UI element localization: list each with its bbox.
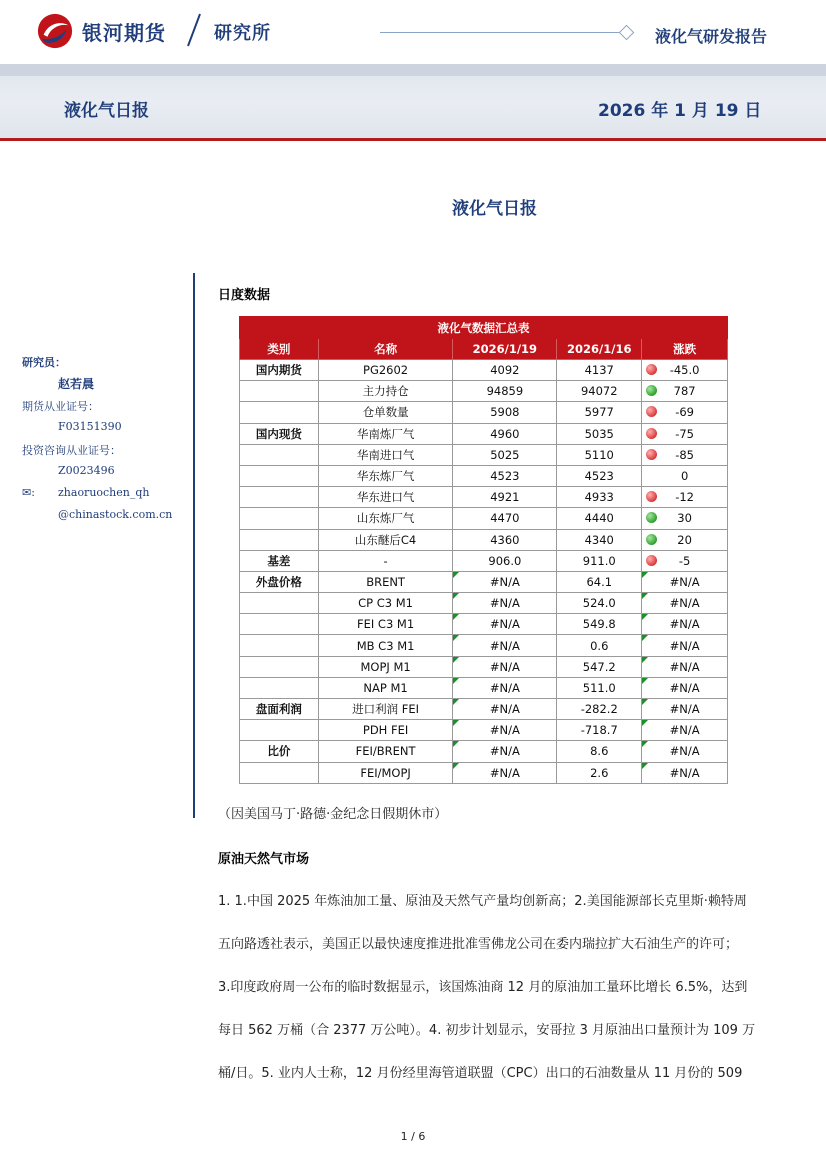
- cell-value-previous: [557, 487, 642, 508]
- cell-change: [642, 614, 728, 635]
- cell-value-current-text: #N/A: [489, 680, 520, 695]
- cell-name: [318, 635, 453, 656]
- cell-value-previous-text: 94072: [580, 384, 618, 399]
- cell-change-text: #N/A: [669, 617, 700, 632]
- cell-category: [240, 381, 319, 402]
- cell-change: [642, 529, 728, 550]
- cell-change-text: -75: [675, 426, 694, 441]
- paragraph-line: 五向路透社表示，美国正以最快速度推进批准雪佛龙公司在委内瑞拉扩大石油生产的许可；: [218, 937, 739, 952]
- cell-name: [318, 593, 453, 614]
- cell-category-text: 外盘价格: [255, 574, 302, 589]
- company-name: 银河期货: [82, 21, 166, 45]
- cell-category: [240, 360, 319, 381]
- cell-category: [240, 508, 319, 529]
- cell-value-previous: [557, 762, 642, 783]
- cell-value-previous-text: 5110: [584, 447, 614, 462]
- table-row: [240, 508, 728, 529]
- cell-name-text: FEI C3 M1: [357, 617, 415, 632]
- cell-value-current: [453, 720, 557, 741]
- error-flag-icon: [453, 657, 459, 663]
- cell-name-text: 主力持仓: [362, 384, 409, 399]
- header-slash-divider: [184, 12, 204, 48]
- cell-value-previous-text: 4340: [584, 532, 614, 547]
- cell-value-previous: [557, 465, 642, 486]
- report-date: 2026 年 1 月 19 日: [598, 101, 762, 121]
- error-flag-icon: [453, 593, 459, 599]
- error-flag-icon: [642, 678, 648, 684]
- cell-value-previous-text: 5035: [584, 426, 614, 441]
- cell-value-previous: [557, 699, 642, 720]
- cell-name: [318, 550, 453, 571]
- error-flag-icon: [453, 763, 459, 769]
- up-indicator-icon: [646, 385, 657, 396]
- cell-value-current: [453, 487, 557, 508]
- cell-value-previous: [557, 614, 642, 635]
- table-row: [240, 614, 728, 635]
- table-header-category: 类别: [240, 339, 319, 360]
- cell-value-previous-text: 4137: [584, 363, 614, 378]
- cell-value-current: [453, 656, 557, 677]
- invest-cert-number: Z0023496: [58, 464, 115, 477]
- down-indicator-icon: [646, 428, 657, 439]
- cell-value-previous-text: 8.6: [590, 744, 609, 759]
- cell-change: [642, 571, 728, 592]
- cell-value-previous-text: 911.0: [582, 553, 616, 568]
- cell-value-current: [453, 423, 557, 444]
- cell-value-current-text: #N/A: [489, 765, 520, 780]
- cell-value-current-text: 906.0: [488, 553, 522, 568]
- down-indicator-icon: [646, 406, 657, 417]
- cell-category: [240, 593, 319, 614]
- table-row: [240, 465, 728, 486]
- cell-value-current-text: #N/A: [489, 744, 520, 759]
- cell-value-current-text: 5908: [490, 405, 520, 420]
- cell-category: [240, 487, 319, 508]
- cell-name: [318, 762, 453, 783]
- cell-name: [318, 741, 453, 762]
- cell-value-current: [453, 762, 557, 783]
- invest-cert-label: 投资咨询从业证号：: [22, 444, 121, 457]
- table-row: [240, 677, 728, 698]
- cell-change-text: -45.0: [669, 363, 700, 378]
- table-title: 液化气数据汇总表: [240, 317, 728, 339]
- cell-category: [240, 720, 319, 741]
- cell-name-text: 山东醚后C4: [354, 532, 417, 547]
- cell-value-previous-text: 524.0: [582, 596, 616, 611]
- cell-value-current: [453, 699, 557, 720]
- cell-change: [642, 720, 728, 741]
- error-flag-icon: [453, 614, 459, 620]
- cell-category: [240, 550, 319, 571]
- cell-change-text: 20: [677, 532, 692, 547]
- cell-name-text: 华南炼厂气: [356, 426, 415, 441]
- cell-change: [642, 593, 728, 614]
- cell-value-previous: [557, 656, 642, 677]
- cell-change-text: 787: [673, 384, 696, 399]
- table-row: [240, 529, 728, 550]
- cell-value-current: [453, 360, 557, 381]
- cell-value-previous-text: 0.6: [590, 638, 609, 653]
- cell-value-current: [453, 635, 557, 656]
- cell-category: [240, 465, 319, 486]
- cell-category: [240, 762, 319, 783]
- cell-change: [642, 550, 728, 571]
- cell-value-current: [453, 402, 557, 423]
- cell-value-current-text: 4092: [490, 363, 520, 378]
- cell-value-previous: [557, 741, 642, 762]
- error-flag-icon: [642, 699, 648, 705]
- cell-name: [318, 360, 453, 381]
- sidebar-rule: [193, 273, 195, 818]
- cell-name-text: MB C3 M1: [356, 638, 415, 653]
- cell-value-previous: [557, 508, 642, 529]
- cell-change: [642, 635, 728, 656]
- cell-name: [318, 487, 453, 508]
- cell-change-text: #N/A: [669, 723, 700, 738]
- cell-name-text: NAP M1: [363, 680, 408, 695]
- cell-value-previous-text: 4523: [584, 469, 614, 484]
- cell-value-previous: [557, 571, 642, 592]
- cell-change-text: -12: [675, 490, 694, 505]
- cell-name: [318, 720, 453, 741]
- cell-value-previous: [557, 635, 642, 656]
- header-diamond-icon: [619, 25, 635, 41]
- error-flag-icon: [453, 741, 459, 747]
- cell-value-previous: [557, 360, 642, 381]
- cell-change: [642, 762, 728, 783]
- banner-red-rule: [0, 138, 826, 141]
- cell-value-current-text: 94859: [486, 384, 524, 399]
- cell-category-text: 盘面利润: [255, 702, 302, 717]
- cell-category: [240, 635, 319, 656]
- cell-name: [318, 571, 453, 592]
- error-flag-icon: [642, 614, 648, 620]
- cell-name-text: 山东炼厂气: [356, 511, 415, 526]
- cell-change: [642, 402, 728, 423]
- paragraph-line: 每日 562 万桶（合 2377 万公吨）。4. 初步计划显示，安哥拉 3 月原油出口量预计为 109 万: [218, 1023, 756, 1038]
- cell-name-text: CP C3 M1: [358, 596, 414, 611]
- cell-category: [240, 444, 319, 465]
- error-flag-icon: [453, 699, 459, 705]
- cell-name: [318, 677, 453, 698]
- paragraph-line: 3.印度政府周一公布的临时数据显示，该国炼油商 12 月的原油加工量环比增长 6.5%，达到: [218, 980, 748, 995]
- cell-category-text: 国内现货: [255, 426, 302, 441]
- report-type: 液化气研发报告: [655, 27, 768, 46]
- table-row: [240, 381, 728, 402]
- up-indicator-icon: [646, 534, 657, 545]
- header-rule: [380, 32, 620, 33]
- cell-value-previous-text: 5977: [584, 405, 614, 420]
- cell-change-text: 30: [677, 511, 692, 526]
- cell-change-text: -85: [675, 447, 694, 462]
- table-header-name: 名称: [318, 339, 453, 360]
- error-flag-icon: [642, 741, 648, 747]
- cell-value-previous-text: 2.6: [590, 765, 609, 780]
- cell-category: [240, 741, 319, 762]
- cell-name-text: 进口利润 FEI: [352, 702, 420, 717]
- banner-title: 液化气日报: [64, 101, 149, 121]
- cell-change-text: #N/A: [669, 659, 700, 674]
- down-indicator-icon: [646, 364, 657, 375]
- table-row: [240, 444, 728, 465]
- cell-change-text: #N/A: [669, 765, 700, 780]
- table-row: [240, 550, 728, 571]
- cell-name-text: PDH FEI: [362, 723, 409, 738]
- researcher-label: 研究员：: [22, 356, 66, 369]
- cell-value-current-text: #N/A: [489, 596, 520, 611]
- table-row: [240, 423, 728, 444]
- error-flag-icon: [642, 635, 648, 641]
- cell-value-current-text: 4360: [490, 532, 520, 547]
- cell-category-text: 基差: [267, 553, 291, 568]
- cell-value-previous-text: 511.0: [582, 680, 616, 695]
- cell-change: [642, 381, 728, 402]
- table-row: [240, 360, 728, 381]
- cell-name-text: BRENT: [366, 574, 405, 589]
- cell-name: [318, 444, 453, 465]
- cell-value-previous: [557, 550, 642, 571]
- cell-category-text: 比价: [267, 744, 291, 759]
- error-flag-icon: [453, 572, 459, 578]
- error-flag-icon: [642, 593, 648, 599]
- cell-value-current: [453, 741, 557, 762]
- cell-value-previous: [557, 720, 642, 741]
- cell-name: [318, 465, 453, 486]
- cell-value-previous-text: 547.2: [582, 659, 616, 674]
- table-row: [240, 656, 728, 677]
- cell-value-current: [453, 550, 557, 571]
- down-indicator-icon: [646, 555, 657, 566]
- cell-category: [240, 699, 319, 720]
- cell-change-text: #N/A: [669, 596, 700, 611]
- paragraph-line: 桶/日。5. 业内人士称，12 月份经里海管道联盟（CPC）出口的石油数量从 11 月份的 509: [218, 1066, 743, 1081]
- cell-change-text: -69: [675, 405, 694, 420]
- cell-name-text: 华南进口气: [356, 447, 415, 462]
- cell-value-previous-text: 4440: [584, 511, 614, 526]
- cell-name: [318, 529, 453, 550]
- cell-value-previous: [557, 593, 642, 614]
- table-row: [240, 635, 728, 656]
- cell-name-text: 华东进口气: [356, 490, 415, 505]
- email-line-1[interactable]: zhaoruochen_qh: [58, 486, 150, 499]
- cell-value-current: [453, 465, 557, 486]
- table-row: [240, 402, 728, 423]
- futures-cert-label: 期货从业证号：: [22, 400, 99, 413]
- table-header-date-2: 2026/1/16: [557, 339, 642, 360]
- cell-change: [642, 444, 728, 465]
- table-row: [240, 741, 728, 762]
- cell-change: [642, 423, 728, 444]
- cell-change-text: 0: [680, 469, 689, 484]
- cell-value-previous-text: -718.7: [580, 723, 618, 738]
- cell-value-current-text: #N/A: [489, 617, 520, 632]
- table-row: [240, 487, 728, 508]
- cell-change: [642, 699, 728, 720]
- cell-value-previous-text: 549.8: [582, 617, 616, 632]
- cell-category: [240, 423, 319, 444]
- cell-name: [318, 656, 453, 677]
- cell-value-previous: [557, 529, 642, 550]
- cell-category: [240, 656, 319, 677]
- cell-change-text: #N/A: [669, 680, 700, 695]
- cell-change: [642, 741, 728, 762]
- cell-change-text: #N/A: [669, 744, 700, 759]
- cell-value-current: [453, 593, 557, 614]
- cell-change-text: #N/A: [669, 574, 700, 589]
- cell-value-current: [453, 529, 557, 550]
- error-flag-icon: [642, 572, 648, 578]
- cell-name-text: -: [383, 553, 388, 568]
- cell-name-text: PG2602: [363, 363, 409, 378]
- cell-change: [642, 465, 728, 486]
- error-flag-icon: [453, 720, 459, 726]
- cell-change: [642, 487, 728, 508]
- cell-change: [642, 677, 728, 698]
- cell-value-current: [453, 571, 557, 592]
- cell-name: [318, 614, 453, 635]
- cell-value-current-text: #N/A: [489, 659, 520, 674]
- cell-value-current-text: 4470: [490, 511, 520, 526]
- error-flag-icon: [642, 763, 648, 769]
- cell-value-previous: [557, 402, 642, 423]
- down-indicator-icon: [646, 449, 657, 460]
- cell-value-current: [453, 508, 557, 529]
- email-line-2[interactable]: @chinastock.com.cn: [58, 508, 173, 521]
- company-logo-icon: [36, 12, 74, 50]
- summary-table: [239, 316, 728, 784]
- table-row: [240, 762, 728, 783]
- cell-change-text: #N/A: [669, 702, 700, 717]
- section-heading-crude-gas: 原油天然气市场: [218, 852, 310, 867]
- institute-name: 研究所: [214, 23, 271, 44]
- cell-name: [318, 381, 453, 402]
- cell-value-previous: [557, 677, 642, 698]
- cell-category-text: 国内期货: [255, 363, 302, 378]
- cell-name-text: MOPJ M1: [360, 659, 411, 674]
- cell-name: [318, 423, 453, 444]
- down-indicator-icon: [646, 491, 657, 502]
- summary-table-wrapper: [239, 316, 728, 784]
- cell-name-text: FEI/BRENT: [355, 744, 416, 759]
- cell-value-current: [453, 381, 557, 402]
- cell-change: [642, 656, 728, 677]
- cell-name: [318, 508, 453, 529]
- cell-name: [318, 402, 453, 423]
- cell-value-current-text: 4523: [490, 469, 520, 484]
- cell-category: [240, 614, 319, 635]
- cell-category: [240, 529, 319, 550]
- cell-change: [642, 360, 728, 381]
- cell-value-current-text: #N/A: [489, 702, 520, 717]
- cell-value-current: [453, 444, 557, 465]
- researcher-name: 赵若晨: [58, 377, 95, 391]
- table-row: [240, 593, 728, 614]
- table-header-date-1: 2026/1/19: [453, 339, 557, 360]
- cell-value-current: [453, 677, 557, 698]
- document-title: 液化气日报: [452, 199, 537, 219]
- error-flag-icon: [453, 678, 459, 684]
- cell-change-text: -5: [678, 553, 691, 568]
- email-icon: ✉:: [22, 486, 35, 499]
- cell-value-previous-text: 64.1: [586, 574, 613, 589]
- paragraph-line: 1. 1.中国 2025 年炼油加工量、原油及天然气产量均创新高；2.美国能源部长克里斯·赖特周: [218, 894, 747, 909]
- cell-value-current-text: #N/A: [489, 638, 520, 653]
- cell-change: [642, 508, 728, 529]
- cell-name-text: 华东炼厂气: [356, 469, 415, 484]
- cell-value-previous-text: 4933: [584, 490, 614, 505]
- cell-change-text: #N/A: [669, 638, 700, 653]
- market-closed-note: （因美国马丁·路德·金纪念日假期休市）: [218, 807, 448, 822]
- cell-value-previous: [557, 423, 642, 444]
- futures-cert-number: F03151390: [58, 420, 122, 433]
- cell-value-current-text: 4921: [490, 490, 520, 505]
- cell-value-previous-text: -282.2: [580, 702, 618, 717]
- error-flag-icon: [642, 657, 648, 663]
- cell-value-current-text: #N/A: [489, 723, 520, 738]
- cell-category: [240, 571, 319, 592]
- cell-name-text: FEI/MOPJ: [360, 765, 411, 780]
- table-row: [240, 699, 728, 720]
- cell-value-previous: [557, 444, 642, 465]
- cell-name-text: 仓单数量: [362, 405, 409, 420]
- error-flag-icon: [453, 635, 459, 641]
- cell-value-current-text: #N/A: [489, 574, 520, 589]
- section-heading-daily-data: 日度数据: [218, 288, 271, 303]
- cell-value-previous: [557, 381, 642, 402]
- error-flag-icon: [642, 720, 648, 726]
- page-number: 1 / 6: [400, 1130, 426, 1143]
- cell-name: [318, 699, 453, 720]
- table-row: [240, 720, 728, 741]
- cell-value-current: [453, 614, 557, 635]
- cell-category: [240, 402, 319, 423]
- banner-top-strip: [0, 64, 826, 76]
- table-row: [240, 571, 728, 592]
- table-header-change: 涨跌: [642, 339, 728, 360]
- cell-value-current-text: 5025: [490, 447, 520, 462]
- cell-value-current-text: 4960: [490, 426, 520, 441]
- cell-category: [240, 677, 319, 698]
- up-indicator-icon: [646, 512, 657, 523]
